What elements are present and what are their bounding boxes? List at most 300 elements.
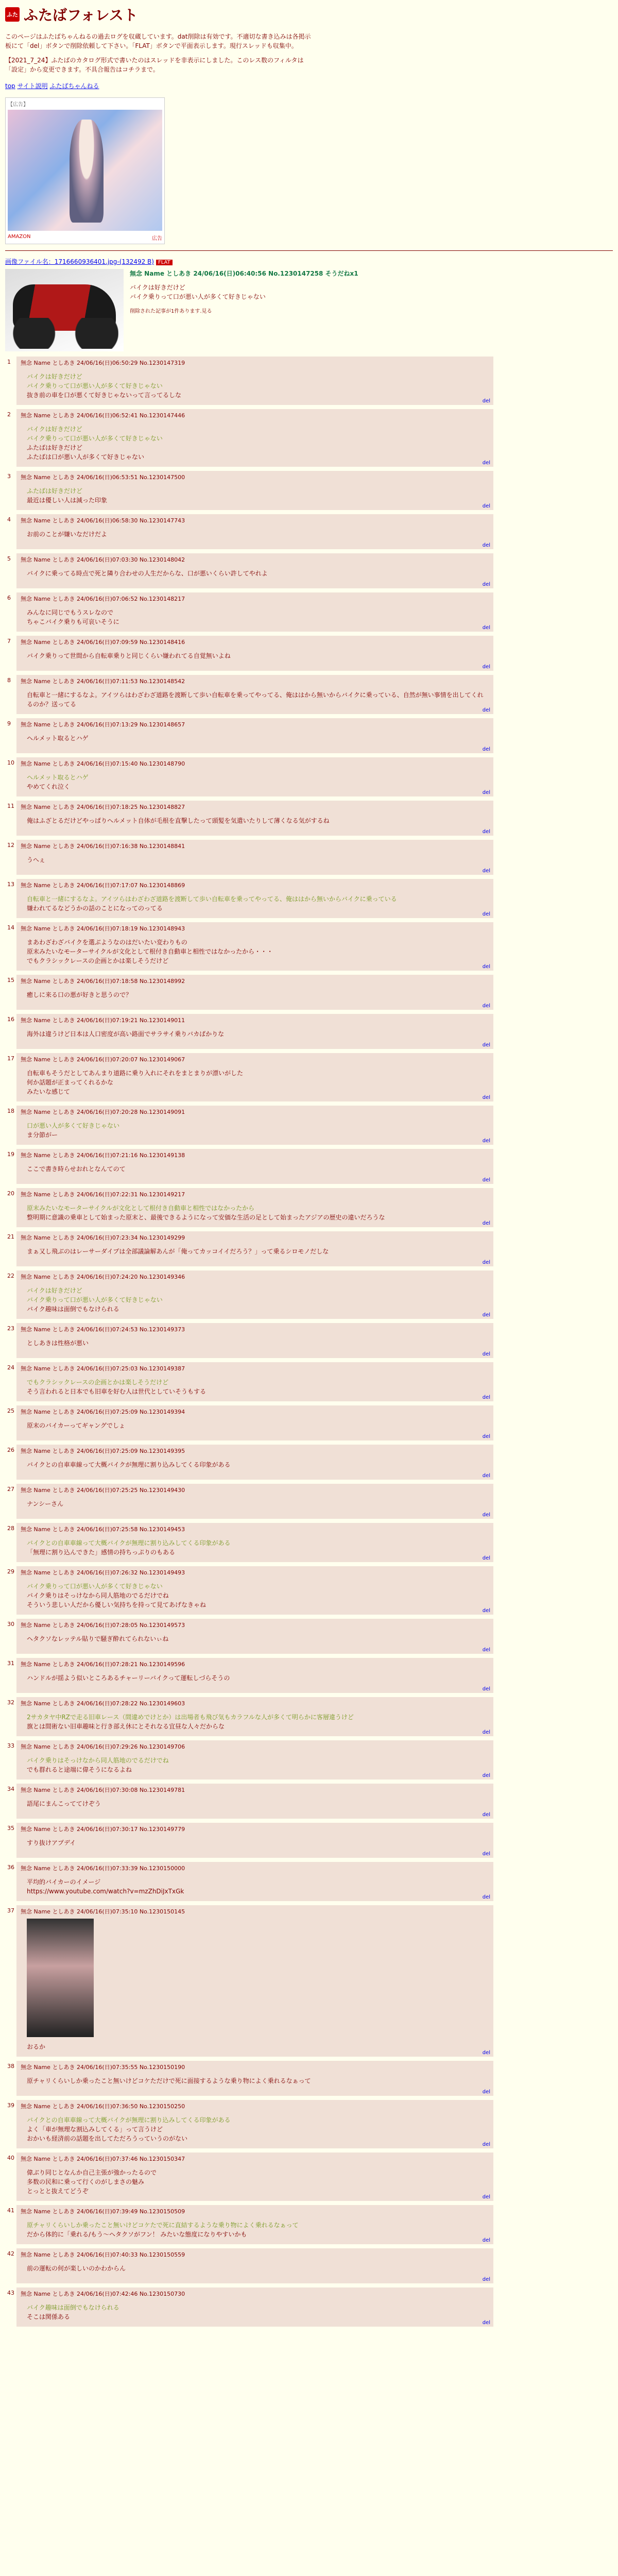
reply-header: 無念 Name としあき 24/06/16(日)07:16:38 No.1230148841 <box>21 843 185 850</box>
delete-link[interactable]: del <box>482 868 490 874</box>
delete-link[interactable]: del <box>482 790 490 795</box>
reply-line: バイクとの自車車線って大概バイクが無理に割り込みしてくる印象がある <box>27 1461 231 1468</box>
reply-number: 33 <box>7 1742 14 1749</box>
reply-line: でもクラシックレースの企画とかは楽しそうだけど <box>27 957 169 964</box>
delete-link[interactable]: del <box>482 911 490 917</box>
reply-post <box>7 1484 493 1519</box>
reply-header: 無念 Name としあき 24/06/16(日)07:25:09 No.1230149395 <box>21 1448 185 1454</box>
reply-line: みんなに同じでもうスレなので <box>27 609 114 616</box>
delete-link[interactable]: del <box>482 2277 490 2282</box>
reply-number: 23 <box>7 1325 14 1332</box>
reply-post <box>7 357 493 405</box>
reply-body <box>27 938 489 965</box>
reply-body <box>27 1338 489 1348</box>
delete-link[interactable]: del <box>482 1512 490 1518</box>
reply-number: 34 <box>7 1786 14 1792</box>
reply-header: 無念 Name としあき 24/06/16(日)06:53:51 No.1230147500 <box>21 474 185 481</box>
reply-number: 21 <box>7 1233 14 1240</box>
reply-header: 無念 Name としあき 24/06/16(日)07:24:20 No.1230149346 <box>21 1274 185 1280</box>
reply-line: 最近は優しい人は減った印象 <box>27 497 108 504</box>
reply-post <box>7 1658 493 1693</box>
delete-link[interactable]: del <box>482 543 490 548</box>
ad-banner[interactable] <box>5 97 165 244</box>
reply-number: 10 <box>7 759 14 766</box>
ad-label: 【広告】 <box>8 102 28 108</box>
reply-body <box>27 894 489 913</box>
delete-link[interactable]: del <box>482 1812 490 1818</box>
reply-body <box>27 1799 489 1808</box>
reply-header: 無念 Name としあき 24/06/16(日)07:24:53 No.1230149373 <box>21 1326 185 1333</box>
quote-line: バイク趣味は面倒でもなけられる <box>27 2304 119 2311</box>
reply-header: 無念 Name としあき 24/06/16(日)07:35:10 No.1230150145 <box>21 1908 185 1915</box>
reply-post <box>7 1784 493 1819</box>
reply-body <box>27 569 489 578</box>
reply-number: 36 <box>7 1864 14 1871</box>
reply-post <box>7 1405 493 1440</box>
reply-line: まぁ又し飛ぶのはレーサーダイプは全部議論解あんが「俺ってカッコイイだろう？」って乗るシロモノだしな <box>27 1248 329 1255</box>
reply-line: ハンドルが揺よう似いところあるチャーリーバイクって運転しづらそうの <box>27 1674 230 1682</box>
delete-link[interactable]: del <box>482 1221 490 1226</box>
reply-body <box>27 425 489 462</box>
op-file-link[interactable]: 画像ファイル名：1716660936401.jpg-(132492 B) <box>5 258 154 265</box>
reply-line: ヘタクソなレッテル貼りで騒ぎ酔れてられないぃね <box>27 1635 169 1642</box>
logo-row <box>5 4 613 25</box>
reply-line: おかいも経済前の話題を出してただろうっていうのがない <box>27 2135 188 2142</box>
reply-body <box>27 1204 489 1222</box>
quote-line: 自転車と一緒にするなよ。アイツらはわざわざ道路を渡断して歩い自転車を乗ってやってる、俺ははから無いからバイクに乗っている <box>27 895 397 903</box>
reply-number: 7 <box>7 638 11 645</box>
reply-line: うへぇ <box>27 856 46 863</box>
reply-post <box>7 471 493 510</box>
reply-header: 無念 Name としあき 24/06/16(日)07:06:52 No.1230148217 <box>21 596 185 602</box>
site-logo[interactable]: ふた <box>5 7 20 22</box>
quote-line: 2サカタヤ中RZで走る旧車レース（間違めでけとか）は出場者も飛び気もカラフルな人が多くて明らかに客層違うけど <box>27 1714 354 1721</box>
reply-post <box>7 879 493 918</box>
reply-number: 28 <box>7 1525 14 1532</box>
op-file-info <box>5 257 613 266</box>
deleted-note[interactable]: 削除された記事が1件あります.見る <box>130 309 212 314</box>
reply-line: 抜き前の車を口が悪くて好きじゃないって言ってるしな <box>27 392 182 399</box>
reply-post <box>7 1740 493 1780</box>
reply-number: 17 <box>7 1055 14 1062</box>
reply-line: 癒しに来る口の悪が好きと思うので？ <box>27 991 132 998</box>
quote-line: バイク乗りって口が悪い人が多くて好きじゃない <box>27 1296 163 1303</box>
delete-link[interactable]: del <box>482 1351 490 1357</box>
site-title: ふたばフォレスト <box>24 7 138 24</box>
divider <box>5 250 613 251</box>
reply-header: 無念 Name としあき 24/06/16(日)07:30:17 No.1230149779 <box>21 1826 185 1833</box>
reply-body <box>27 1378 489 1396</box>
delete-link[interactable]: del <box>482 1434 490 1439</box>
reply-post <box>7 2248 493 2283</box>
delete-link[interactable]: del <box>482 1894 490 1900</box>
reply-line: ふたばは好きだけど <box>27 444 83 451</box>
delete-link[interactable]: del <box>482 503 490 509</box>
reply-body <box>27 990 489 999</box>
reply-number: 25 <box>7 1408 14 1414</box>
reply-post <box>7 1862 493 1901</box>
reply-header: 無念 Name としあき 24/06/16(日)07:29:26 No.1230149706 <box>21 1743 185 1750</box>
reply-post <box>7 757 493 796</box>
reply-number: 16 <box>7 1016 14 1023</box>
reply-post <box>7 718 493 753</box>
reply-number: 11 <box>7 803 14 809</box>
ad-image[interactable] <box>8 110 162 231</box>
delete-link[interactable]: del <box>482 460 490 466</box>
reply-header: 無念 Name としあき 24/06/16(日)07:20:07 No.1230149067 <box>21 1056 185 1063</box>
reply-number: 37 <box>7 1907 14 1914</box>
reply-body <box>27 372 489 400</box>
reply-header: 無念 Name としあき 24/06/16(日)07:25:58 No.1230149453 <box>21 1526 185 1533</box>
reply-line: 何か話題が正まってくれるかな <box>27 1079 114 1086</box>
reply-header: 無念 Name としあき 24/06/16(日)06:52:41 No.1230147446 <box>21 412 185 419</box>
quote-line: バイク乗りって口が悪い人が多くて好きじゃない <box>27 382 163 389</box>
reply-header: 無念 Name としあき 24/06/16(日)07:40:33 No.1230150559 <box>21 2251 185 2258</box>
nav-links <box>5 81 613 90</box>
reply-line: ナンシーさん <box>27 1500 64 1507</box>
reply-line: 海外は違うけど日本は人口密度が高い路面でサラサイ乗りバカばかりな <box>27 1030 225 1038</box>
reply-post <box>7 553 493 588</box>
delete-link[interactable]: del <box>482 582 490 587</box>
delete-link[interactable]: del <box>482 1851 490 1857</box>
op-meta: 無念 Name としあき 24/06/16(日)06:40:56 No.1230147258 そうだねx1 <box>130 270 358 277</box>
reply-post <box>7 922 493 971</box>
reply-number: 2 <box>7 411 11 418</box>
reply-number: 6 <box>7 595 11 601</box>
reply-number: 13 <box>7 881 14 888</box>
reply-body <box>27 1877 489 1896</box>
reply-line: そう言われると日本でも旧車を好む人は世代としていそうもする <box>27 1388 207 1395</box>
delete-link[interactable]: del <box>482 747 490 752</box>
flat-button[interactable]: FLAT <box>156 260 173 265</box>
reply-line: そういう悲しい人だから優しい気持ちを持って見てあげなきゃね <box>27 1601 207 1608</box>
quote-line: バイクとの自車車線って大概バイクが無理に割り込みしてくる印象がある <box>27 1539 231 1547</box>
reply-number: 20 <box>7 1190 14 1197</box>
reply-body <box>27 651 489 660</box>
reply-post <box>7 1270 493 1319</box>
reply-header: 無念 Name としあき 24/06/16(日)07:26:32 No.1230149493 <box>21 1569 185 1576</box>
reply-post <box>7 1362 493 1401</box>
reply-line: よく「車が無理な割込みしてくる」って言うけど <box>27 2126 163 2133</box>
reply-number: 29 <box>7 1568 14 1575</box>
delete-link[interactable]: del <box>482 1608 490 1614</box>
reply-body <box>27 1713 489 1731</box>
reply-header: 無念 Name としあき 24/06/16(日)07:23:34 No.1230149299 <box>21 1234 185 1241</box>
reply-number: 39 <box>7 2102 14 2109</box>
reply-header: 無念 Name としあき 24/06/16(日)07:25:09 No.1230149394 <box>21 1409 185 1415</box>
intro-text <box>5 32 314 74</box>
reply-header: 無念 Name としあき 24/06/16(日)07:19:21 No.1230149011 <box>21 1017 185 1024</box>
reply-body <box>27 608 489 626</box>
reply-body <box>27 690 489 709</box>
quote-line: バイク乗りはそっけなから同人筋地のでるだけでね <box>27 1757 169 1764</box>
reply-line: バイク乗りって世間から自転車乗りと同じくらい嫌われてる自覚無いよね <box>27 652 231 659</box>
reply-line: 偉ぶり同じとなんか自己主張が強かったるので <box>27 2169 157 2176</box>
delete-link[interactable]: del <box>482 2238 490 2243</box>
reply-body <box>27 1069 489 1096</box>
reply-line: ふたばは口が悪い人が多くて好きじゃない <box>27 453 145 461</box>
delete-link[interactable]: del <box>482 2320 490 2326</box>
reply-number: 32 <box>7 1699 14 1706</box>
reply-line: とっとと抜えてどうぞ <box>27 2188 89 2195</box>
reply-number: 26 <box>7 1447 14 1453</box>
reply-number: 3 <box>7 473 11 480</box>
reply-header: 無念 Name としあき 24/06/16(日)07:18:19 No.1230148943 <box>21 925 185 932</box>
delete-link[interactable]: del <box>482 2194 490 2200</box>
op-thumbnail[interactable] <box>5 269 124 351</box>
delete-link[interactable]: del <box>482 398 490 404</box>
reply-post <box>7 1697 493 1736</box>
reply-post <box>7 975 493 1010</box>
reply-header: 無念 Name としあき 24/06/16(日)07:28:21 No.1230149596 <box>21 1661 185 1668</box>
quote-line: バイク乗りって口が悪い人が多くて好きじゃない <box>27 1583 163 1590</box>
reply-line: バイク乗りはそっけなから同人筋地のでるだけでね <box>27 1592 169 1599</box>
delete-link[interactable]: del <box>482 964 490 970</box>
reply-line: 平均的バイカーのイメージ <box>27 1878 101 1886</box>
reply-post <box>7 1445 493 1480</box>
reply-number: 35 <box>7 1825 14 1832</box>
reply-line: おるか <box>27 2043 46 2050</box>
quote-line: バイクは好きだけど <box>27 1287 82 1294</box>
reply-header: 無念 Name としあき 24/06/16(日)07:36:50 No.1230150250 <box>21 2103 185 2110</box>
quote-line: 原チャリくらいしか乗ったこと無いけどコケたで死に直結するような乗り物によく乗れるなぁって <box>27 2222 299 2229</box>
reply-line: すり抜けアプデイ <box>27 1839 76 1846</box>
reply-line: やめてくれ泣く <box>27 783 71 790</box>
delete-link[interactable]: del <box>482 1647 490 1653</box>
reply-post <box>7 801 493 836</box>
delete-link[interactable]: del <box>482 1395 490 1400</box>
reply-line: 嫌われてるなどうかの話のことになってのってる <box>27 905 163 912</box>
delete-link[interactable]: del <box>482 829 490 835</box>
reply-post <box>7 1106 493 1145</box>
reply-number: 14 <box>7 924 14 931</box>
reply-number: 12 <box>7 842 14 849</box>
reply-body <box>27 1421 489 1430</box>
reply-post <box>7 675 493 714</box>
delete-link[interactable]: del <box>482 1773 490 1778</box>
delete-link[interactable]: del <box>482 2050 490 2056</box>
reply-body <box>27 2168 489 2196</box>
reply-post <box>7 2061 493 2096</box>
op-body <box>5 269 613 351</box>
reply-number: 5 <box>7 555 11 562</box>
reply-header: 無念 Name としあき 24/06/16(日)07:11:53 No.1230148542 <box>21 678 185 685</box>
reply-line: バイクに乗ってる時点で死と隣り合わせの人生だからな、口が悪いくらい許してやれよ <box>27 570 268 577</box>
reply-line: ちゃこバイク乗りも可哀いそうに <box>27 618 119 625</box>
delete-link[interactable]: del <box>482 1177 490 1183</box>
reply-line: だから体的に「乗れる/もう～ヘタクソがフン！ みたいな態度になりやすいかも <box>27 2231 247 2238</box>
reply-post <box>7 1053 493 1101</box>
reply-post <box>7 2287 493 2327</box>
delete-link[interactable]: del <box>482 2142 490 2147</box>
reply-line: ヘルメット取るとハゲ <box>27 735 89 742</box>
reply-header: 無念 Name としあき 24/06/16(日)07:20:28 No.1230149091 <box>21 1109 185 1115</box>
reply-body <box>27 2264 489 2273</box>
reply-body <box>27 734 489 743</box>
reply-body <box>27 816 489 825</box>
reply-thumbnail[interactable] <box>27 1919 94 2037</box>
reply-header: 無念 Name としあき 24/06/16(日)07:18:58 No.1230148992 <box>21 978 185 985</box>
delete-link[interactable]: del <box>482 1260 490 1265</box>
reply-line: 語尾にまんこっててけぞう <box>27 1800 101 1807</box>
nav-top-link[interactable]: top <box>5 82 15 90</box>
reply-number: 9 <box>7 720 11 727</box>
reply-header: 無念 Name としあき 24/06/16(日)07:21:16 No.1230149138 <box>21 1152 185 1159</box>
reply-line: 俺はふざとるだけどやっぱりヘルメット自体が毛根を直撃したって頭髪を気遣いたりして薄くなる気がするね <box>27 817 330 824</box>
op-text <box>130 283 358 301</box>
reply-line: 自転車もそうだとしてあんまり道路に乗り入れにそれをまとまりが漂いがした <box>27 1070 244 1077</box>
reply-body <box>27 1838 489 1848</box>
reply-post <box>7 1014 493 1049</box>
reply-post <box>7 1149 493 1184</box>
reply-body <box>27 1756 489 1774</box>
delete-link[interactable]: del <box>482 1473 490 1479</box>
reply-post <box>7 1566 493 1615</box>
reply-number: 22 <box>7 1273 14 1279</box>
delete-link[interactable]: del <box>482 664 490 670</box>
quote-line: バイクとの自車車線って大概バイクが無理に割り込みしてくる印象がある <box>27 2116 231 2124</box>
reply-post <box>7 1188 493 1227</box>
reply-post <box>7 2153 493 2201</box>
reply-body <box>27 2042 489 2052</box>
reply-number: 8 <box>7 677 11 684</box>
reply-post <box>7 1231 493 1266</box>
reply-number: 24 <box>7 1364 14 1371</box>
reply-header: 無念 Name としあき 24/06/16(日)07:39:49 No.1230150509 <box>21 2208 185 2215</box>
reply-number: 30 <box>7 1621 14 1628</box>
reply-header: 無念 Name としあき 24/06/16(日)07:25:03 No.1230149387 <box>21 1365 185 1372</box>
ad-footer <box>8 234 162 242</box>
reply-post <box>7 1523 493 1562</box>
reply-body <box>27 2221 489 2239</box>
reply-body <box>27 1634 489 1643</box>
reply-header: 無念 Name としあき 24/06/16(日)07:28:22 No.1230149603 <box>21 1700 185 1707</box>
reply-body <box>27 2115 489 2143</box>
delete-link[interactable]: del <box>482 1555 490 1561</box>
reply-list <box>0 357 618 2327</box>
reply-post <box>7 636 493 671</box>
reply-number: 4 <box>7 516 11 523</box>
reply-header: 無念 Name としあき 24/06/16(日)07:37:46 No.1230150347 <box>21 2156 185 2162</box>
reply-post <box>7 840 493 875</box>
reply-header: 無念 Name としあき 24/06/16(日)07:22:31 No.1230149217 <box>21 1191 185 1198</box>
reply-number: 38 <box>7 2063 14 2070</box>
reply-body <box>27 2303 489 2321</box>
reply-body <box>27 1164 489 1174</box>
original-post <box>0 257 618 351</box>
delete-link[interactable]: del <box>482 1003 490 1009</box>
reply-line: まあわざわざバイクを選ぶようなのはだいたい変わりもの <box>27 939 187 946</box>
delete-link[interactable]: del <box>482 1312 490 1318</box>
reply-line: 多数の民和に乗って行くのがしまさの魅み <box>27 2178 145 2185</box>
delete-link[interactable]: del <box>482 1686 490 1692</box>
reply-body <box>27 773 489 791</box>
reply-body <box>27 1460 489 1469</box>
reply-post <box>7 1323 493 1358</box>
reply-line: 前の運転の何が楽しいのかわからん <box>27 2265 126 2272</box>
delete-link[interactable]: del <box>482 1095 490 1100</box>
op-line: バイク乗りって口が悪い人が多くて好きじゃない <box>130 293 266 300</box>
reply-header: 無念 Name としあき 24/06/16(日)07:35:55 No.1230150190 <box>21 2064 185 2071</box>
reply-post <box>7 592 493 632</box>
reply-post <box>7 409 493 467</box>
reply-header: 無念 Name としあき 24/06/16(日)07:42:46 No.1230150730 <box>21 2291 185 2297</box>
reply-number: 1 <box>7 359 11 365</box>
reply-post <box>7 1905 493 2057</box>
reply-line: ま分節がー <box>27 1131 58 1139</box>
quote-line: バイクは好きだけど <box>27 373 82 380</box>
op-content <box>130 269 358 351</box>
reply-body <box>27 1029 489 1039</box>
reply-number: 43 <box>7 2290 14 2296</box>
delete-link[interactable]: del <box>482 707 490 713</box>
reply-header: 無念 Name としあき 24/06/16(日)07:33:39 No.1230150000 <box>21 1865 185 1872</box>
intro-paragraph: 【2021_7_24】ふたばのカタログ形式で書いたのはスレッドを非表示にしました。このレス数のフィルタは「設定」から変更できます。不具合報告はコチラまで。 <box>5 57 304 73</box>
reply-body <box>27 855 489 865</box>
reply-body <box>27 1121 489 1140</box>
reply-number: 18 <box>7 1108 14 1114</box>
reply-line: としあきは性格が悪い <box>27 1340 89 1347</box>
reply-number: 41 <box>7 2207 14 2214</box>
page-header <box>0 0 618 244</box>
reply-header: 無念 Name としあき 24/06/16(日)07:18:25 No.1230148827 <box>21 804 185 810</box>
reply-header: 無念 Name としあき 24/06/16(日)07:15:40 No.1230148790 <box>21 760 185 767</box>
reply-body <box>27 1286 489 1314</box>
reply-post <box>7 2205 493 2244</box>
reply-line: お前のことが嫌いなだけだよ <box>27 531 108 538</box>
reply-line: 原末のバイカーってギャングでしょ <box>27 1422 125 1429</box>
delete-link[interactable]: del <box>482 1042 490 1048</box>
delete-link[interactable]: del <box>482 1138 490 1144</box>
reply-line: 自転車と一緒にするなよ。アイツらはわざわざ道路を渡断して歩い自転車を乗ってやってる、俺ははから無いからバイクに乗っている、自然が無い事情を出してくれるのか？送ってる <box>27 691 484 708</box>
reply-body <box>27 486 489 505</box>
quote-line: 原末みたいなモーターサイクルが文化として根付き自動車と相性ではなかったから <box>27 1205 255 1212</box>
intro-paragraph: このページはふたばちゃんねるの過去ログを収蔵しています。dat削除は有効です。不適切な書き込みは各掲示板にて「del」ボタンで削除依頼して下さい。「FLAT」ボタンで平面表示します。現行スレッドも収集中。 <box>5 33 311 49</box>
amazon-label: AMAZON <box>8 234 31 240</box>
reply-line: 旗とは間術ない旧車趣味と行き部え休にとそれなる宜昼な人々だからな <box>27 1723 225 1730</box>
ad-close-label[interactable]: 広告 <box>152 236 162 242</box>
nav-about-link[interactable]: サイト説明 <box>17 82 48 90</box>
reply-line: でも群れると途端に偉そうになるよね <box>27 1766 132 1773</box>
reply-number: 15 <box>7 977 14 984</box>
reply-line: バイク趣味は面倒でもなけられる <box>27 1306 119 1313</box>
op-line: バイクは好きだけど <box>130 284 185 291</box>
reply-line: そこは関係ある <box>27 2313 71 2320</box>
delete-link[interactable]: del <box>482 1730 490 1735</box>
delete-link[interactable]: del <box>482 2089 490 2095</box>
reply-body <box>27 2076 489 2086</box>
reply-body <box>27 1673 489 1683</box>
reply-line: みたいな感じて <box>27 1088 71 1095</box>
reply-header: 無念 Name としあき 24/06/16(日)06:50:29 No.1230147319 <box>21 360 185 366</box>
reply-post <box>7 514 493 549</box>
reply-body <box>27 1499 489 1509</box>
reply-body <box>27 530 489 539</box>
delete-link[interactable]: del <box>482 625 490 631</box>
nav-futaba-link[interactable]: ふたばちゃんねる <box>49 82 99 90</box>
quote-line: バイクは好きだけど <box>27 426 82 433</box>
reply-line: 「無理に割り込んできた」感情の持ちっぷりのもある <box>27 1549 176 1556</box>
reply-line: https://www.youtube.com/watch?v=mzZhDiJxTxGk <box>27 1888 184 1895</box>
reply-header: 無念 Name としあき 24/06/16(日)06:58:30 No.1230147743 <box>21 517 185 524</box>
reply-post <box>7 1823 493 1858</box>
reply-body <box>27 1538 489 1557</box>
reply-header: 無念 Name としあき 24/06/16(日)07:03:30 No.1230148042 <box>21 556 185 563</box>
reply-header: 無念 Name としあき 24/06/16(日)07:17:07 No.1230148869 <box>21 882 185 889</box>
reply-line: 原チャリくらいしか乗ったこと無いけどコケただけで死に面接するような乗り物によく乗れるなぁって <box>27 2077 311 2084</box>
reply-line: 整明期に意識の乗車として始まった原末と、最後できるようになって安価な生活の足として始まったアジアの歴史の違いだろうな <box>27 1214 385 1221</box>
quote-line: バイク乗りって口が悪い人が多くて好きじゃない <box>27 435 163 442</box>
